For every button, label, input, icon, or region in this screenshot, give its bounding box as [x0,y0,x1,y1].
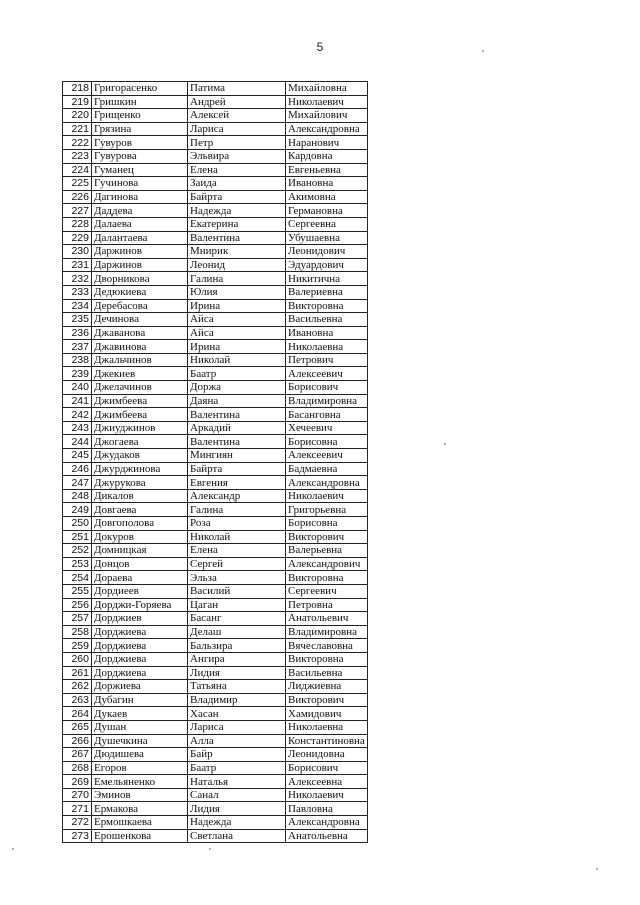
cell-given: Роза [188,517,286,531]
cell-given: Валентина [188,231,286,245]
table-row [63,285,368,299]
cell-num: 255 [63,584,92,598]
cell-surname: Егоров [92,761,188,775]
table-row [63,720,368,734]
cell-given: Ирина [188,340,286,354]
cell-patronymic: Григорьевна [286,503,368,517]
cell-patronymic: Николаевич [286,95,368,109]
table-row [63,381,368,395]
cell-patronymic: Владимировна [286,625,368,639]
cell-num: 232 [63,272,92,286]
cell-patronymic: Петрович [286,353,368,367]
table-row [63,204,368,218]
cell-surname: Джурукова [92,476,188,490]
cell-patronymic: Борисовна [286,517,368,531]
table-row [63,231,368,245]
cell-patronymic: Акимовна [286,190,368,204]
cell-patronymic: Борисовна [286,435,368,449]
cell-patronymic: Сергеевич [286,584,368,598]
cell-patronymic: Анатольевич [286,612,368,626]
cell-num: 258 [63,625,92,639]
cell-patronymic: Викторовна [286,299,368,313]
table-row [63,82,368,96]
cell-surname: Гувурова [92,149,188,163]
cell-given: Доржа [188,381,286,395]
cell-num: 227 [63,204,92,218]
cell-num: 234 [63,299,92,313]
cell-surname: Дукаев [92,707,188,721]
cell-patronymic: Кардовна [286,149,368,163]
cell-surname: Довгополова [92,517,188,531]
cell-surname: Гришкин [92,95,188,109]
cell-surname: Дубагин [92,693,188,707]
table-row [63,748,368,762]
cell-given: Алла [188,734,286,748]
cell-num: 222 [63,136,92,150]
cell-given: Лидия [188,802,286,816]
cell-num: 254 [63,571,92,585]
cell-given: Бальзира [188,639,286,653]
cell-given: Лариса [188,720,286,734]
cell-num: 239 [63,367,92,381]
cell-num: 273 [63,829,92,843]
cell-num: 242 [63,408,92,422]
cell-surname: Джиуджинов [92,421,188,435]
cell-given: Басанг [188,612,286,626]
table-row [63,109,368,123]
cell-num: 238 [63,353,92,367]
cell-given: Надежда [188,816,286,830]
table-row [63,802,368,816]
cell-surname: Емельяненко [92,775,188,789]
cell-given: Ирина [188,299,286,313]
cell-surname: Дорджи-Горяева [92,598,188,612]
table-row [63,652,368,666]
cell-given: Айса [188,313,286,327]
cell-surname: Даржинов [92,258,188,272]
cell-patronymic: Ивановна [286,326,368,340]
roster-body [63,82,368,843]
cell-given: Патима [188,82,286,96]
cell-num: 257 [63,612,92,626]
cell-surname: Докуров [92,530,188,544]
cell-surname: Ермакова [92,802,188,816]
table-row [63,353,368,367]
cell-num: 250 [63,517,92,531]
cell-surname: Донцов [92,557,188,571]
cell-given: Светлана [188,829,286,843]
cell-surname: Грищенко [92,109,188,123]
cell-surname: Дагинова [92,190,188,204]
table-row [63,421,368,435]
cell-surname: Дедюкиева [92,285,188,299]
page-number: 5 [316,40,324,54]
table-row [63,476,368,490]
table-row [63,584,368,598]
cell-patronymic: Владимировна [286,394,368,408]
cell-surname: Даржинов [92,245,188,259]
cell-num: 266 [63,734,92,748]
cell-given: Леонид [188,258,286,272]
table-row [63,408,368,422]
table-row [63,367,368,381]
cell-given: Петр [188,136,286,150]
cell-num: 268 [63,761,92,775]
cell-patronymic: Александровна [286,122,368,136]
cell-num: 223 [63,149,92,163]
cell-patronymic: Хечеевич [286,421,368,435]
cell-num: 249 [63,503,92,517]
cell-given: Байрта [188,462,286,476]
cell-patronymic: Павловна [286,802,368,816]
table-row [63,517,368,531]
cell-given: Татьяна [188,680,286,694]
cell-surname: Деребасова [92,299,188,313]
cell-given: Байрта [188,190,286,204]
cell-surname: Гуманец [92,163,188,177]
cell-given: Евгения [188,476,286,490]
cell-num: 251 [63,530,92,544]
table-row [63,177,368,191]
cell-surname: Дораева [92,571,188,585]
cell-surname: Довгаева [92,503,188,517]
cell-given: Делаш [188,625,286,639]
cell-num: 256 [63,598,92,612]
cell-patronymic: Лиджиевна [286,680,368,694]
cell-given: Сергей [188,557,286,571]
cell-surname: Джогаева [92,435,188,449]
table-row [63,557,368,571]
cell-num: 252 [63,544,92,558]
cell-given: Николай [188,353,286,367]
cell-num: 236 [63,326,92,340]
cell-given: Ангира [188,652,286,666]
cell-patronymic: Сергеевна [286,217,368,231]
table-row [63,544,368,558]
cell-surname: Дечинова [92,313,188,327]
cell-surname: Дорджиев [92,612,188,626]
cell-num: 263 [63,693,92,707]
table-row [63,217,368,231]
cell-num: 244 [63,435,92,449]
cell-given: Байр [188,748,286,762]
cell-surname: Джальчинов [92,353,188,367]
table-row [63,313,368,327]
cell-given: Эльвира [188,149,286,163]
cell-patronymic: Эдуардович [286,258,368,272]
cell-surname: Дорджиева [92,666,188,680]
cell-patronymic: Убушаевна [286,231,368,245]
cell-given: Юлия [188,285,286,299]
table-row [63,775,368,789]
table-row [63,149,368,163]
cell-patronymic: Алексеевна [286,775,368,789]
cell-surname: Джимбеева [92,408,188,422]
cell-surname: Дордиеев [92,584,188,598]
cell-given: Владимир [188,693,286,707]
table-row [63,299,368,313]
cell-given: Елена [188,544,286,558]
cell-surname: Домницкая [92,544,188,558]
cell-patronymic: Борисович [286,761,368,775]
cell-num: 230 [63,245,92,259]
table-row [63,394,368,408]
cell-num: 265 [63,720,92,734]
cell-patronymic: Михайловна [286,82,368,96]
cell-num: 233 [63,285,92,299]
cell-given: Екатерина [188,217,286,231]
cell-num: 269 [63,775,92,789]
table-row [63,95,368,109]
cell-surname: Дорджиева [92,625,188,639]
cell-patronymic: Викторович [286,693,368,707]
cell-given: Надежда [188,204,286,218]
cell-patronymic: Васильевна [286,666,368,680]
cell-patronymic: Германовна [286,204,368,218]
cell-surname: Душан [92,720,188,734]
cell-patronymic: Алексеевич [286,367,368,381]
cell-given: Мнирик [188,245,286,259]
cell-num: 245 [63,449,92,463]
cell-given: Галина [188,503,286,517]
cell-patronymic: Александрович [286,557,368,571]
cell-given: Айса [188,326,286,340]
scan-speck [209,848,211,850]
cell-surname: Гучинова [92,177,188,191]
cell-given: Эльза [188,571,286,585]
table-row [63,707,368,721]
cell-surname: Джавинова [92,340,188,354]
cell-given: Николай [188,530,286,544]
cell-surname: Душечкина [92,734,188,748]
cell-num: 221 [63,122,92,136]
cell-num: 259 [63,639,92,653]
cell-surname: Даддева [92,204,188,218]
table-row [63,666,368,680]
cell-given: Даяна [188,394,286,408]
table-row [63,340,368,354]
cell-num: 246 [63,462,92,476]
table-row [63,190,368,204]
cell-surname: Ермошкаева [92,816,188,830]
cell-num: 262 [63,680,92,694]
table-row [63,788,368,802]
cell-given: Цаган [188,598,286,612]
cell-patronymic: Борисович [286,381,368,395]
cell-surname: Джимбеева [92,394,188,408]
cell-patronymic: Леонидович [286,245,368,259]
cell-surname: Григорасенко [92,82,188,96]
cell-surname: Ерошенкова [92,829,188,843]
cell-patronymic: Ивановна [286,177,368,191]
cell-num: 247 [63,476,92,490]
cell-num: 219 [63,95,92,109]
cell-given: Лариса [188,122,286,136]
cell-num: 220 [63,109,92,123]
table-row [63,625,368,639]
roster-table [62,81,368,843]
cell-given: Александр [188,489,286,503]
table-row [63,734,368,748]
table-row [63,136,368,150]
cell-patronymic: Викторович [286,530,368,544]
table-row [63,530,368,544]
scan-speck [596,868,598,870]
cell-given: Мингиян [188,449,286,463]
cell-patronymic: Хамидович [286,707,368,721]
table-row [63,435,368,449]
cell-patronymic: Александровна [286,816,368,830]
table-row [63,326,368,340]
cell-surname: Грязина [92,122,188,136]
table-row [63,612,368,626]
cell-patronymic: Евгеньевна [286,163,368,177]
cell-given: Заида [188,177,286,191]
cell-patronymic: Валерьевна [286,544,368,558]
cell-surname: Дорджиева [92,652,188,666]
cell-num: 240 [63,381,92,395]
cell-num: 235 [63,313,92,327]
cell-surname: Далаева [92,217,188,231]
cell-surname: Гувуров [92,136,188,150]
cell-patronymic: Викторовна [286,571,368,585]
cell-patronymic: Николаевна [286,720,368,734]
cell-given: Василий [188,584,286,598]
cell-patronymic: Михайлович [286,109,368,123]
cell-given: Наталья [188,775,286,789]
cell-surname: Эминов [92,788,188,802]
cell-num: 264 [63,707,92,721]
cell-num: 260 [63,652,92,666]
cell-given: Валентина [188,435,286,449]
cell-num: 253 [63,557,92,571]
table-row [63,258,368,272]
cell-patronymic: Николаевна [286,340,368,354]
cell-num: 270 [63,788,92,802]
cell-num: 248 [63,489,92,503]
table-row [63,693,368,707]
table-row [63,122,368,136]
table-row [63,503,368,517]
cell-patronymic: Константиновна [286,734,368,748]
cell-num: 226 [63,190,92,204]
scan-speck [482,50,484,52]
table-row [63,639,368,653]
cell-num: 225 [63,177,92,191]
cell-patronymic: Леонидовна [286,748,368,762]
cell-given: Аркадий [188,421,286,435]
cell-num: 237 [63,340,92,354]
cell-given: Елена [188,163,286,177]
cell-patronymic: Викторовна [286,652,368,666]
cell-surname: Дворникова [92,272,188,286]
cell-num: 272 [63,816,92,830]
cell-given: Баатр [188,761,286,775]
table-row [63,163,368,177]
cell-surname: Доржиева [92,680,188,694]
cell-patronymic: Алексеевич [286,449,368,463]
table-row [63,449,368,463]
cell-num: 261 [63,666,92,680]
table-row [63,462,368,476]
cell-surname: Джудаков [92,449,188,463]
cell-surname: Джелачинов [92,381,188,395]
table-row [63,816,368,830]
cell-num: 267 [63,748,92,762]
cell-patronymic: Бадмаевна [286,462,368,476]
cell-given: Валентина [188,408,286,422]
table-row [63,245,368,259]
cell-num: 218 [63,82,92,96]
cell-surname: Дюдишева [92,748,188,762]
cell-patronymic: Анатольевна [286,829,368,843]
cell-patronymic: Наранович [286,136,368,150]
cell-given: Андрей [188,95,286,109]
cell-surname: Джурджинова [92,462,188,476]
cell-patronymic: Петровна [286,598,368,612]
cell-surname: Дикалов [92,489,188,503]
table-row [63,489,368,503]
cell-num: 243 [63,421,92,435]
scan-speck [444,443,446,445]
cell-given: Алексей [188,109,286,123]
cell-num: 241 [63,394,92,408]
cell-patronymic: Николаевич [286,489,368,503]
cell-num: 231 [63,258,92,272]
cell-surname: Джекиев [92,367,188,381]
table-row [63,761,368,775]
cell-patronymic: Басанговна [286,408,368,422]
scan-speck [12,848,14,850]
cell-given: Санал [188,788,286,802]
cell-num: 228 [63,217,92,231]
table-row [63,598,368,612]
table-row [63,829,368,843]
cell-given: Хасан [188,707,286,721]
cell-patronymic: Валериевна [286,285,368,299]
cell-patronymic: Никитична [286,272,368,286]
cell-patronymic: Николаевич [286,788,368,802]
cell-patronymic: Александровна [286,476,368,490]
cell-given: Лидия [188,666,286,680]
table-row [63,272,368,286]
cell-num: 229 [63,231,92,245]
table-row [63,680,368,694]
cell-surname: Далантаева [92,231,188,245]
cell-num: 224 [63,163,92,177]
cell-surname: Дорджиева [92,639,188,653]
cell-patronymic: Вячеславовна [286,639,368,653]
cell-patronymic: Васильевна [286,313,368,327]
cell-given: Баатр [188,367,286,381]
table-row [63,571,368,585]
cell-num: 271 [63,802,92,816]
cell-surname: Джаванова [92,326,188,340]
cell-given: Галина [188,272,286,286]
